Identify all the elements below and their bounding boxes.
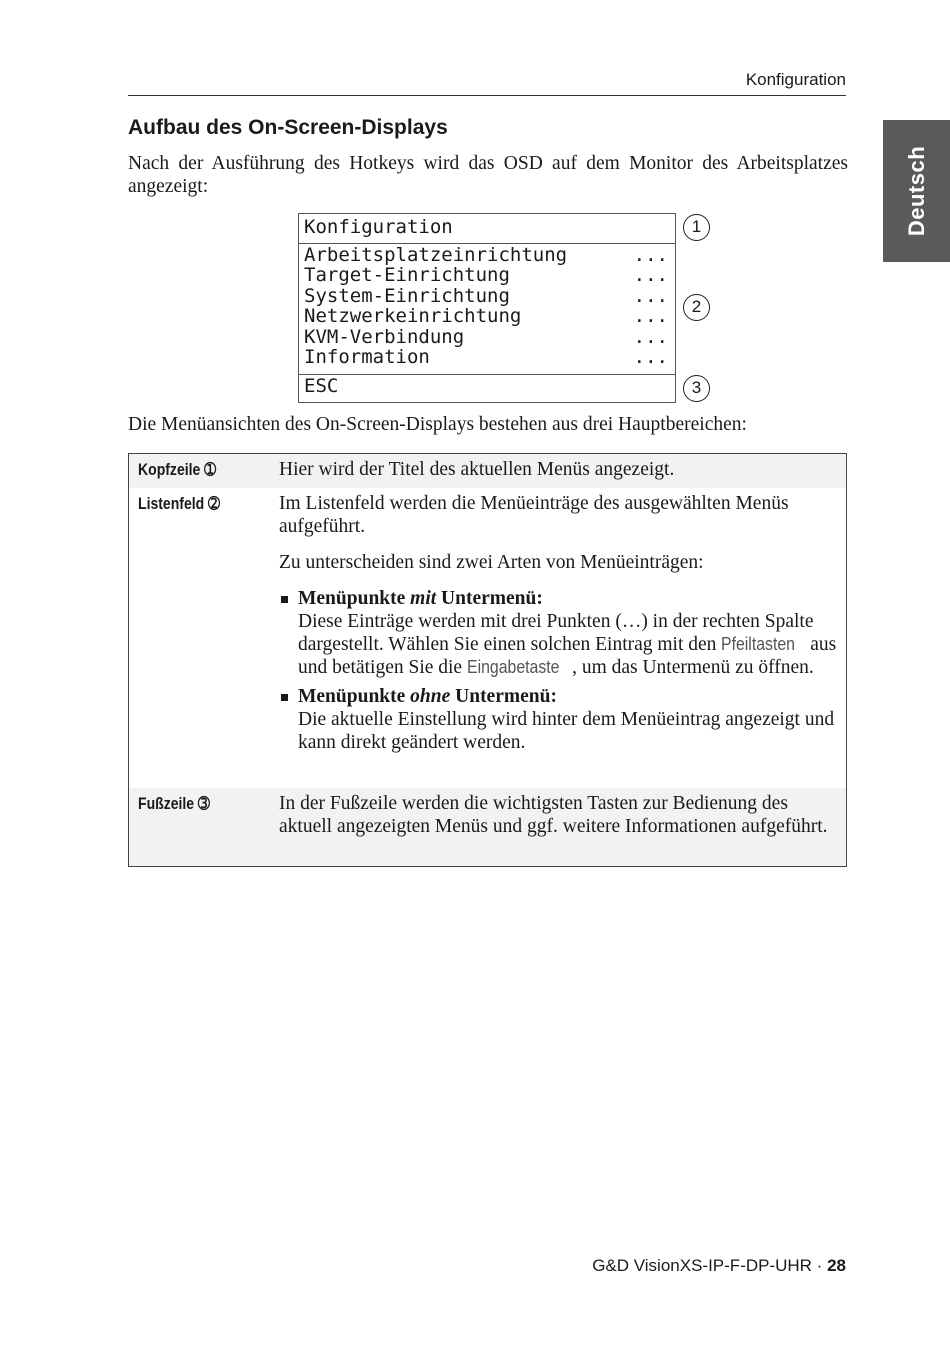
desc-fusszeile-text: In der Fußzeile werden die wichtigsten Tasten zur Bedienung des aktuell angezeigten Menüs und ggf. weitere Informationen aufgeführt. [279,793,828,837]
footer-product: G&D VisionXS-IP-F-DP-UHR · [592,1256,828,1275]
key-reference: Eingabetaste [466,657,560,677]
osd-mockup [298,213,676,403]
bullet-heading-mit [279,587,841,610]
bullet-heading-emphasis: mit [410,588,437,609]
osd-item-dots: ... [633,345,668,368]
bullet-heading-ohne [279,685,841,708]
bullet-body-mit [279,610,841,679]
section-title: Aufbau des On-Screen-Displays [128,116,448,139]
osd-item-label: KVM-Verbindung [304,325,465,348]
osd-item-dots: ... [633,264,668,287]
osd-item-label: Netzwerkeinrichtung [304,305,522,328]
desc-listenfeld [279,492,841,760]
bullet-text: aus und betätigen Sie die [298,634,837,678]
bullet-heading-part: Menüpunkte [298,686,411,707]
osd-list-item [304,245,670,265]
osd-item-dots: ... [633,284,668,307]
osd-item-dots: ... [633,305,668,328]
page-number: 28 [827,1256,846,1275]
key-reference: Pfeiltasten [721,634,796,654]
callout-marker-2: 2 [683,294,710,321]
bullet-heading-part: Menüpunkte [298,588,411,609]
desc-kopfzeile-text: Hier wird der Titel des aktuellen Menüs angezeigt. [279,459,675,480]
definition-table [128,453,847,867]
osd-list-item [304,286,670,306]
osd-item-dots: ... [633,325,668,348]
osd-list-item [304,327,670,347]
osd-list-item [304,347,670,367]
language-tab [883,120,950,262]
osd-item-label: Target-Einrichtung [304,264,510,287]
term-fusszeile: Fußzeile ➂ [138,795,210,813]
bullet-text: , um das Untermenü zu öffnen. [572,657,814,678]
header-section-title: Konfiguration [745,70,846,89]
desc-fusszeile [279,792,841,851]
osd-list-item [304,306,670,326]
desc-listenfeld-text: Im Listenfeld werden die Menüeinträge des ausgewählten Menüs aufgeführt. [279,493,789,537]
bullet-heading-part: Untermenü: [436,588,543,609]
osd-item-label: Information [304,345,430,368]
table-row-listenfeld [129,488,846,788]
osd-item-label: System-Einrichtung [304,284,510,307]
bullet-heading-emphasis: ohne [410,686,451,707]
osd-item-dots: ... [633,244,668,266]
bullet-body-ohne: Die aktuelle Einstellung wird hinter dem Menüeintrag angezeigt und kann direkt geändert werden. [298,709,835,753]
callout-marker-3: 3 [683,375,710,402]
osd-header: Konfiguration [299,214,675,244]
callout-marker-1: 1 [683,214,710,241]
page-footer [592,1256,846,1276]
running-header [128,70,846,96]
term-kopfzeile: Kopfzeile ➀ [138,461,216,479]
language-tab-label: Deutsch [903,145,929,237]
table-row-fusszeile [129,788,846,866]
lead-paragraph: Die Menüansichten des On-Screen-Displays bestehen aus drei Hauptbereichen: [128,414,747,435]
osd-list [299,244,675,375]
osd-footer: ESC [304,375,339,397]
bullet-text: Diese Einträge werden mit drei Punkten (…) in der rechten Spalte dargestellt. Wählen Sie einen solchen Eintrag mit den [298,611,814,655]
intro-paragraph: Nach der Ausführung des Hotkeys wird das OSD auf dem Monitor des Arbeitsplatzes angezeigt: [128,153,848,197]
desc-listenfeld-subtext: Zu unterscheiden sind zwei Arten von Menüeinträgen: [279,552,704,573]
term-listenfeld: Listenfeld ➁ [138,495,220,513]
osd-item-label: Arbeitsplatzeinrichtung [304,244,568,266]
bullet-heading-part: Untermenü: [450,686,557,707]
osd-list-item [304,265,670,285]
table-row-kopfzeile [129,454,846,488]
